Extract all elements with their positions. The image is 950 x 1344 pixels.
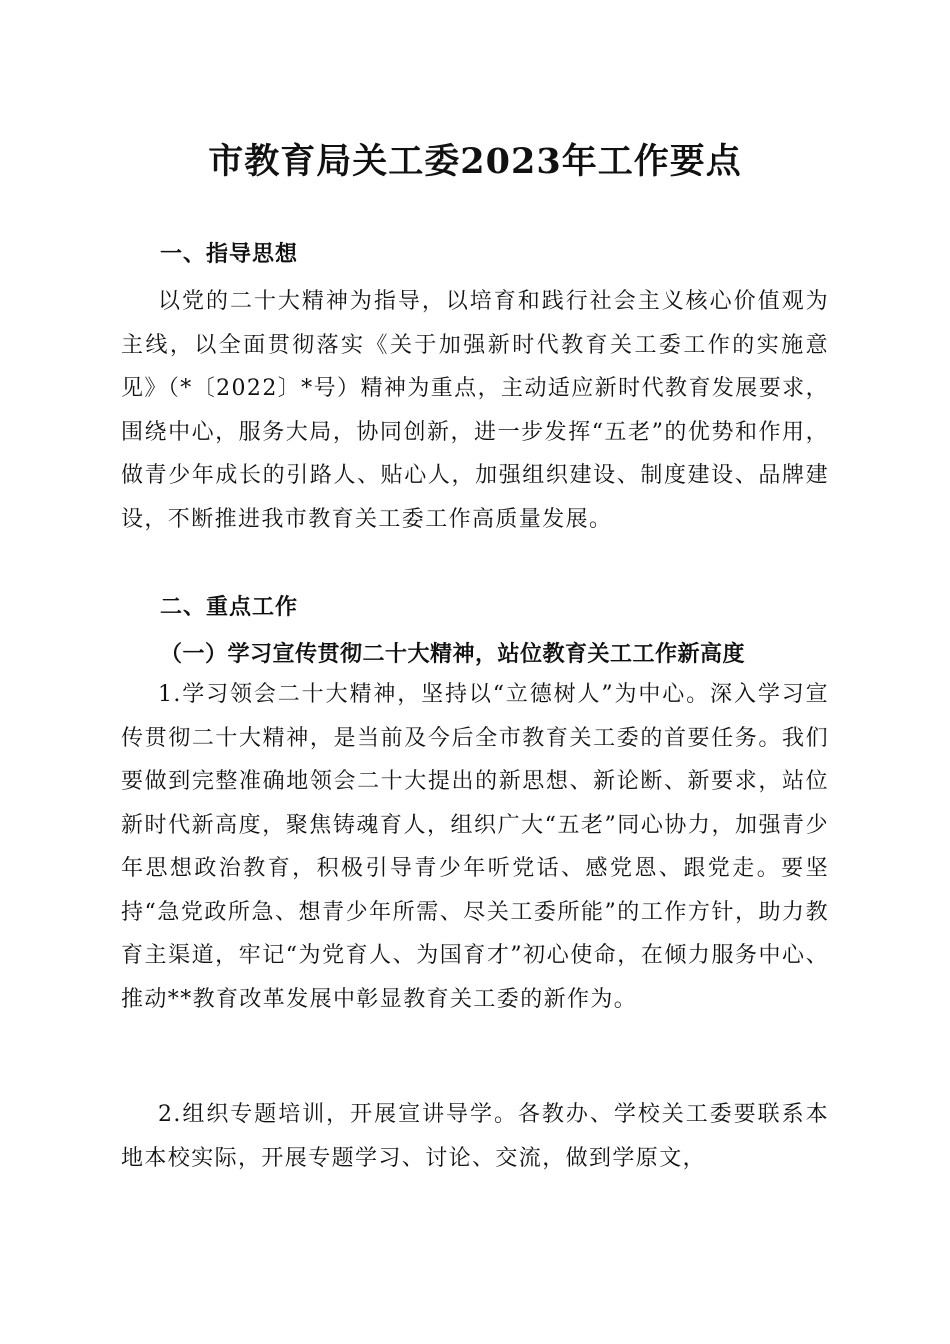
section-heading-guiding-ideology: 一、指导思想 [160,242,299,267]
document-title: 市教育局关工委2023年工作要点 [208,141,742,182]
work-item-1-paragraph: 1.学习领会二十大精神，坚持以“立德树人”为中心。深入学习宣传贯彻二十大精神，是当前及今后全市教育关工委的首要任务。我们要做到完整准确地领会二十大提出的新思想、新论断、新要求，站位新时代新高度，聚焦铸魂育人，组织广大“五老”同心协力，加强青少年思想政治教育，积极引导青少年听党话、感党恩、跟党走。要坚持“急党政所急、想青少年所需、尽关工委所能”的工作方针，助力教育主渠道，牢记“为党育人、为国育才”初心使命，在倾力服务中心、推动**教育改革发展中彰显教育关工委的新作为。 [121,682,829,1012]
section-heading-key-work: 二、重点工作 [160,595,299,620]
guiding-ideology-paragraph: 以党的二十大精神为指导，以培育和践行社会主义核心价值观为主线，以全面贯彻落实《关于加强新时代教育关工委工作的实施意见》（*〔2022〕*号）精神为重点，主动适应新时代教育发展要求，围绕中心，服务大局，协同创新，进一步发挥“五老”的优势和作用，做青少年成长的引路人、贴心人，加强组织建设、制度建设、品牌建设，不断推进我市教育关工委工作高质量发展。 [121,289,829,532]
work-item-2-paragraph: 2.组织专题培训，开展宣讲导学。各教办、学校关工委要联系本地本校实际，开展专题学习、讨论、交流，做到学原文， [121,1102,829,1171]
subsection-heading-1: （一）学习宣传贯彻二十大精神，站位教育关工工作新高度 [160,641,746,667]
